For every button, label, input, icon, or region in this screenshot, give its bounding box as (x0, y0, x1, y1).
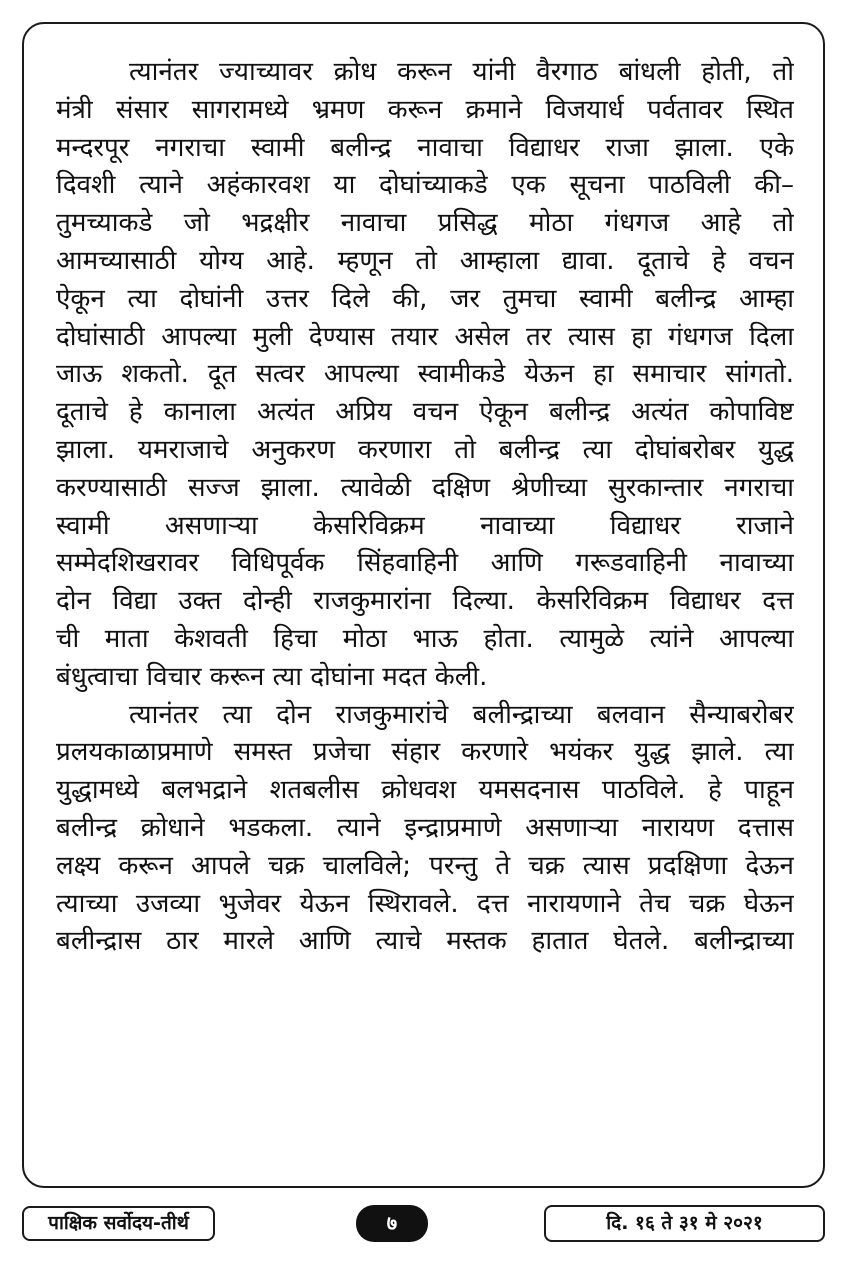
text-line: युद्धामध्ये बलभद्राने शतबलीस क्रोधवश यमसदनास पाठविले. हे पाहून (56, 775, 794, 806)
text-line: दोघांसाठी आपल्या मुली देण्यास तयार असेल तर त्यास हा गंधगज दिला (56, 321, 794, 352)
body-text (56, 54, 794, 961)
text-line: आमच्यासाठी योग्य आहे. म्हणून तो आम्हाला द्यावा. दूताचे हे वचन (56, 245, 794, 276)
text-line: मन्दरपूर नगराचा स्वामी बलीन्द्र नावाचा विद्याधर राजा झाला. एके (56, 132, 794, 163)
text-line: सम्मेदशिखरावर विधिपूर्वक सिंहवाहिनी आणि गरूडवाहिनी नावाच्या (56, 548, 794, 579)
text-line: प्रलयकाळाप्रमाणे समस्त प्रजेचा संहार करणारे भयंकर युद्ध झाले. त्या (56, 737, 794, 768)
text-line: बलीन्द्रास ठार मारले आणि त्याचे मस्तक हातात घेतले. बलीन्द्राच्या (56, 926, 794, 957)
text-line: त्यानंतर ज्याच्यावर क्रोध करून यांनी वैरगाठ बांधली होती, तो (129, 57, 794, 87)
issue-date: दि. १६ ते ३१ मे २०२१ (544, 1205, 825, 1242)
text-line: दोन विद्या उक्त दोन्ही राजकुमारांना दिल्या. केसरिविक्रम विद्याधर दत्त (56, 586, 794, 617)
text-line: बलीन्द्र क्रोधाने भडकला. त्याने इन्द्राप्रमाणे असणाऱ्या नारायण दत्तास (56, 812, 794, 843)
text-line: स्वामी असणाऱ्या केसरिविक्रम नावाच्या विद्याधर राजाने (56, 510, 794, 541)
text-line: बंधुत्वाचा विचार करून त्या दोघांना मदत केली. (56, 661, 488, 692)
text-line: झाला. यमराजाचे अनुकरण करणारा तो बलीन्द्र त्या दोघांबरोबर युद्ध (56, 434, 794, 465)
text-line: दूताचे हे कानाला अत्यंत अप्रिय वचन ऐकून बलीन्द्र अत्यंत कोपाविष्ट (56, 397, 794, 428)
text-line: ऐकून त्या दोघांनी उत्तर दिले की, जर तुमचा स्वामी बलीन्द्र आम्हा (56, 283, 794, 314)
publication-name: पाक्षिक सर्वोदय-तीर्थ (22, 1206, 215, 1241)
page-number: ७ (356, 1205, 428, 1242)
text-line: दिवशी त्याने अहंकारवश या दोघांच्याकडे एक सूचना पाठविली की– (56, 170, 794, 201)
text-line: तुमच्याकडे जो भद्रक्षीर नावाचा प्रसिद्ध मोठा गंधगज आहे तो (56, 208, 794, 239)
text-line: मंत्री संसार सागरामध्ये भ्रमण करून क्रमाने विजयार्ध पर्वतावर स्थित (56, 94, 794, 125)
text-line: करण्यासाठी सज्ज झाला. त्यावेळी दक्षिण श्रेणीच्या सुरकान्तार नगराचा (56, 472, 794, 503)
text-line: जाऊ शकतो. दूत सत्वर आपल्या स्वामीकडे येऊन हा समाचार सांगतो. (56, 359, 794, 390)
text-line: ची माता केशवती हिचा मोठा भाऊ होता. त्यामुळे त्यांने आपल्या (56, 623, 794, 654)
text-line: त्यानंतर त्या दोन राजकुमारांचे बलीन्द्राच्या बलवान सैन्याबरोबर (129, 699, 794, 730)
text-line: त्याच्या उजव्या भुजेवर येऊन स्थिरावले. दत्त नारायणाने तेच चक्र घेऊन (56, 888, 794, 919)
text-line: लक्ष्य करून आपले चक्र चालविले; परन्तु ते चक्र त्यास प्रदक्षिणा देऊन (56, 850, 794, 881)
